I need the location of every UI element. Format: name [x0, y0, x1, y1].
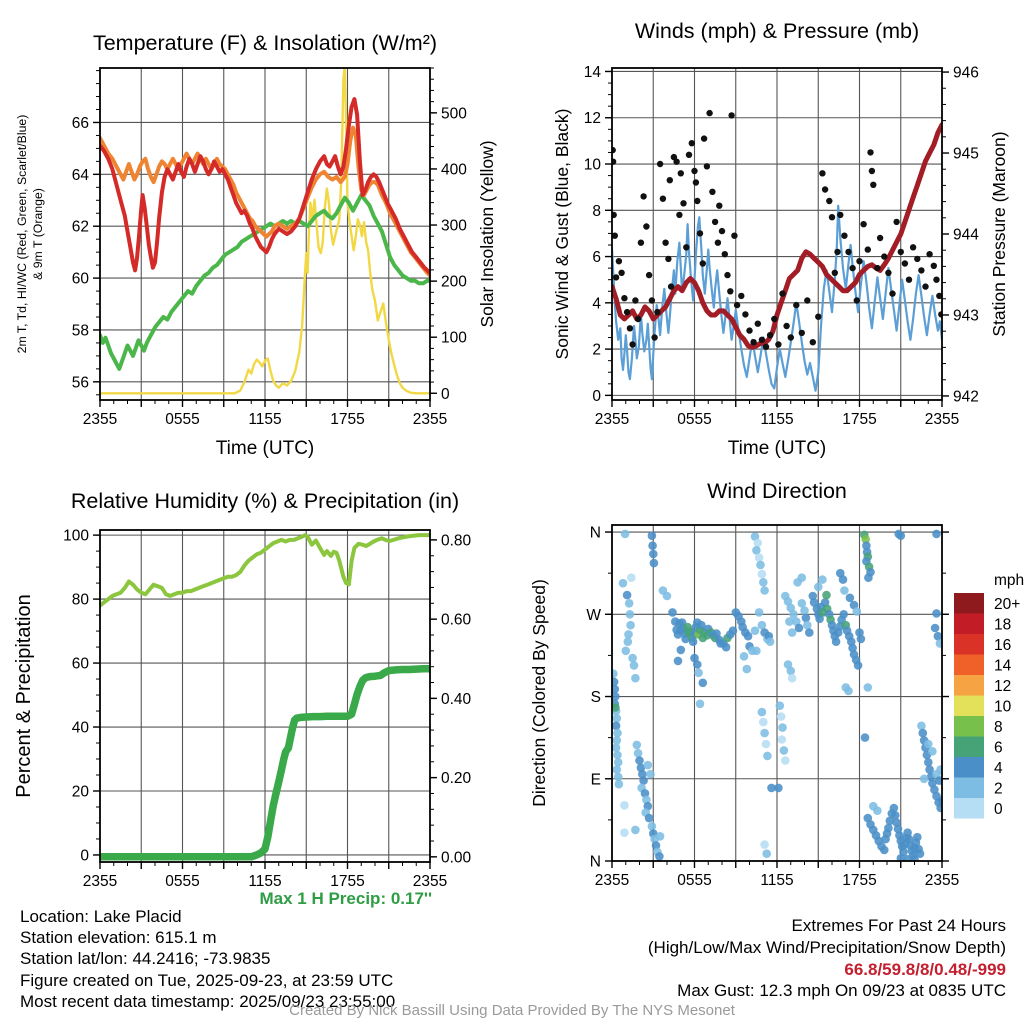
- chart-title: Winds (mph) & Pressure (mb): [634, 19, 920, 43]
- svg-text:14: 14: [583, 63, 601, 81]
- station-latlon: Station lat/lon: 44.2416; -73.9835: [20, 949, 271, 969]
- y-axis-label-right: Solar Insolation (Yellow): [477, 140, 497, 328]
- svg-text:18: 18: [994, 616, 1012, 634]
- svg-text:1755: 1755: [842, 411, 877, 428]
- svg-text:0: 0: [994, 800, 1003, 818]
- max-precip-text: Max 1 H Precip: 0.17'': [259, 889, 432, 908]
- x-axis-label: Time (UTC): [215, 438, 315, 459]
- svg-text:66: 66: [71, 114, 89, 132]
- svg-text:6: 6: [994, 739, 1003, 757]
- x-axis-label: Time (UTC): [727, 438, 827, 459]
- station-elevation: Station elevation: 615.1 m: [20, 928, 217, 948]
- svg-text:2: 2: [994, 780, 1003, 798]
- humidity-plot-area: [63, 528, 471, 890]
- svg-text:2355: 2355: [82, 873, 118, 890]
- wind-direction-chart: [512, 480, 1024, 900]
- svg-text:0555: 0555: [165, 873, 200, 890]
- y-axis-label-right: Station Pressure (Maroon): [989, 131, 1009, 337]
- figure-created: Figure created on Tue, 2025-09-23, at 23:59 UTC: [20, 970, 394, 990]
- svg-text:500: 500: [441, 105, 467, 123]
- svg-text:100: 100: [441, 329, 467, 347]
- svg-text:S: S: [590, 689, 601, 707]
- svg-text:4: 4: [994, 759, 1003, 777]
- svg-text:8: 8: [994, 718, 1003, 736]
- svg-text:64: 64: [71, 166, 89, 184]
- chart-title: Wind Direction: [707, 479, 847, 503]
- chart-title: Relative Humidity (%) & Precipitation (in): [70, 489, 460, 513]
- svg-text:1155: 1155: [248, 873, 282, 890]
- y-axis-label-left: Percent & Precipitation: [13, 594, 35, 798]
- svg-text:14: 14: [994, 657, 1012, 675]
- credit-line: Created By Nick Bassill Using Data Provided By The NYS Mesonet: [289, 1002, 735, 1019]
- svg-text:W: W: [586, 606, 601, 624]
- svg-text:0: 0: [592, 387, 601, 405]
- svg-text:2355: 2355: [594, 872, 630, 889]
- svg-text:943: 943: [953, 307, 979, 325]
- svg-text:8: 8: [592, 202, 601, 220]
- svg-text:0.20: 0.20: [441, 770, 472, 788]
- temperature-insolation-chart: [0, 0, 512, 480]
- svg-text:2355: 2355: [412, 411, 448, 428]
- svg-text:4: 4: [592, 295, 601, 313]
- svg-text:1155: 1155: [760, 872, 794, 889]
- station-info: [20, 906, 395, 1012]
- svg-text:1155: 1155: [248, 411, 282, 428]
- svg-text:1755: 1755: [842, 872, 877, 889]
- svg-text:942: 942: [953, 388, 979, 406]
- svg-text:60: 60: [71, 270, 89, 288]
- extremes-values: 66.8/59.8/8/0.48/-999: [844, 959, 1006, 979]
- svg-text:1755: 1755: [330, 411, 365, 428]
- svg-text:2355: 2355: [594, 411, 630, 428]
- svg-text:12: 12: [583, 110, 601, 128]
- svg-text:2355: 2355: [412, 873, 448, 890]
- svg-text:60: 60: [71, 655, 89, 673]
- y-axis-label-left: Sonic Wind & Gust (Blue, Black): [552, 108, 572, 360]
- svg-text:10: 10: [583, 156, 601, 174]
- data-timestamp: Most recent data timestamp: 2025/09/23 23:55:00: [20, 991, 396, 1011]
- svg-text:16: 16: [994, 636, 1012, 654]
- extremes-title: Extremes For Past 24 Hours: [791, 916, 1006, 935]
- svg-text:400: 400: [441, 161, 467, 179]
- svg-text:0555: 0555: [165, 411, 200, 428]
- svg-text:0: 0: [441, 385, 450, 403]
- svg-text:N: N: [589, 853, 601, 871]
- svg-text:300: 300: [441, 217, 467, 235]
- svg-text:0555: 0555: [677, 411, 712, 428]
- svg-text:2: 2: [592, 341, 601, 359]
- svg-text:2355: 2355: [924, 411, 960, 428]
- humidity-precip-chart: [0, 480, 512, 900]
- svg-text:62: 62: [71, 218, 89, 236]
- svg-text:0: 0: [80, 847, 89, 865]
- svg-text:6: 6: [592, 249, 601, 267]
- svg-text:0.00: 0.00: [441, 849, 472, 867]
- svg-text:0555: 0555: [677, 872, 712, 889]
- winds-pressure-chart: [512, 0, 1024, 480]
- svg-text:1155: 1155: [760, 411, 794, 428]
- winds-plot-area: [584, 64, 979, 428]
- extremes-block: [524, 915, 1006, 1002]
- svg-text:58: 58: [71, 322, 89, 340]
- svg-text:100: 100: [63, 527, 89, 545]
- svg-text:0.80: 0.80: [441, 532, 472, 550]
- svg-text:0.60: 0.60: [441, 611, 472, 629]
- svg-text:2355: 2355: [82, 411, 118, 428]
- y-axis-label-left-line2: & 9m T (Orange): [31, 188, 45, 280]
- svg-text:944: 944: [953, 226, 979, 244]
- y-axis-label-left: Direction (Colored By Speed): [529, 579, 549, 807]
- max-gust-text: Max Gust: 12.3 mph On 09/23 at 0835 UTC: [677, 981, 1006, 1001]
- svg-text:20+: 20+: [994, 595, 1021, 613]
- wind-direction-plot-area: [586, 525, 1024, 889]
- svg-text:mph: mph: [994, 572, 1024, 589]
- svg-text:945: 945: [953, 145, 979, 163]
- svg-text:40: 40: [71, 719, 89, 737]
- svg-text:946: 946: [953, 64, 979, 82]
- svg-text:80: 80: [71, 591, 89, 609]
- temperature-plot-area: [72, 65, 467, 428]
- svg-text:20: 20: [71, 783, 89, 801]
- svg-text:0.40: 0.40: [441, 690, 472, 708]
- extremes-subtitle: (High/Low/Max Wind/Precipitation/Snow Depth): [647, 937, 1006, 957]
- svg-text:E: E: [590, 771, 601, 789]
- svg-text:2355: 2355: [924, 872, 960, 889]
- svg-text:N: N: [589, 524, 601, 542]
- y-axis-label-left-line1: 2m T, Td, HI/WC (Red, Green, Scarlet/Blue): [15, 114, 29, 354]
- svg-text:200: 200: [441, 273, 467, 291]
- svg-text:10: 10: [994, 698, 1012, 716]
- station-location: Location: Lake Placid: [20, 907, 182, 926]
- chart-title: Temperature (F) & Insolation (W/m²): [92, 31, 438, 55]
- svg-text:12: 12: [994, 677, 1012, 695]
- svg-text:1755: 1755: [330, 873, 365, 890]
- svg-text:56: 56: [71, 374, 89, 392]
